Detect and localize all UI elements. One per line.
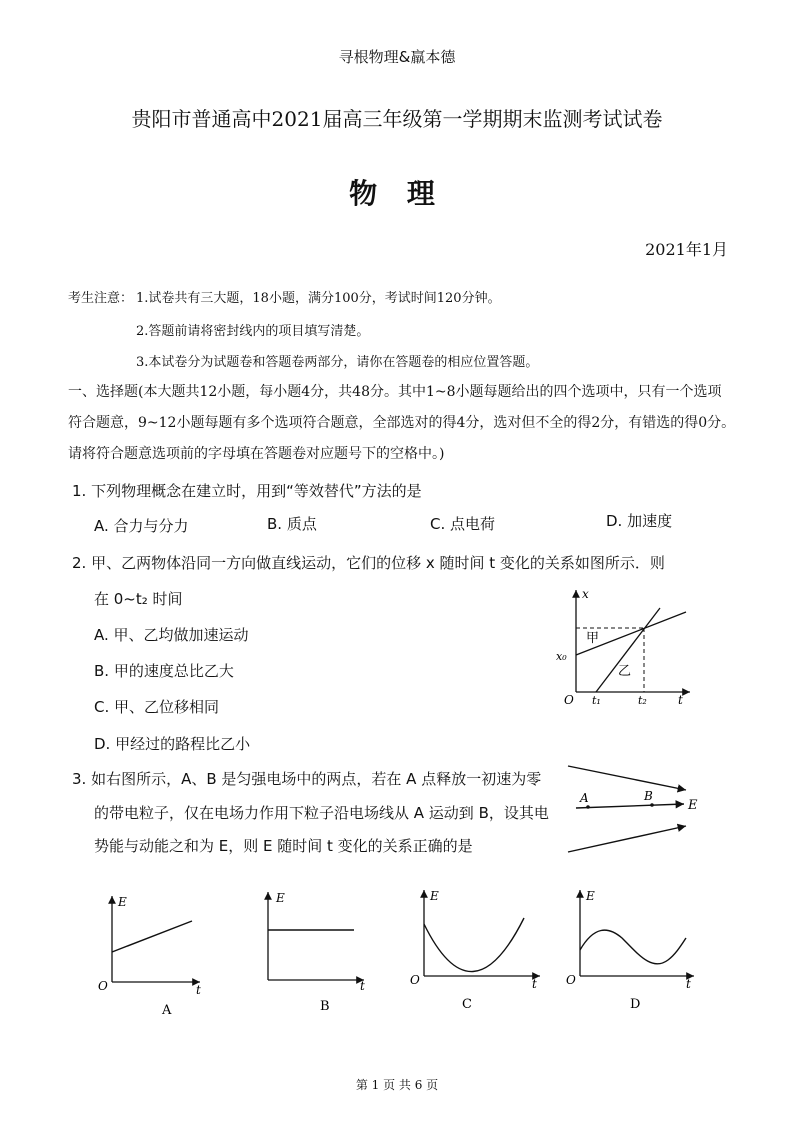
question-2-option-d: D. 甲经过的路程比乙小 [94, 735, 251, 753]
curve-u-shaped [424, 918, 524, 972]
t-axis-label: t [360, 979, 365, 993]
page-footer: 第 1 页 共 6 页 [355, 1078, 439, 1092]
question-2-xt-graph [552, 580, 702, 710]
field-label: E [688, 798, 698, 813]
exam-title: 贵阳市普通高中2021届高三年级第一学期期末监测考试试卷 [131, 107, 663, 131]
x0-label: x₀ [556, 650, 567, 663]
section-intro-line: 一、选择题(本大题共12小题，每小题4分，共48分。其中1~8小题每题给出的四个选项中，只有一个选项 [68, 384, 722, 400]
e-axis-label: E [118, 895, 127, 909]
point-a-label: A [580, 791, 589, 805]
t1-label: t₁ [592, 694, 601, 707]
question-1-option-c: C. 点电荷 [430, 515, 496, 533]
question-3-line: 3. 如右图所示，A、B 是匀强电场中的两点，若在 A 点释放一初速为零 [72, 770, 542, 788]
notes-label: 考生注意： [68, 291, 134, 306]
t2-label: t₂ [638, 694, 647, 707]
field-line-bottom [568, 826, 686, 852]
note-item: 3.本试卷分为试题卷和答题卷两部分，请你在答题卷的相应位置答题。 [136, 355, 539, 370]
question-1-stem: 1. 下列物理概念在建立时，用到“等效替代”方法的是 [72, 482, 422, 500]
origin-label: O [564, 693, 574, 707]
question-1-option-a: A. 合力与分力 [94, 517, 189, 535]
graph-option-label: C [462, 997, 472, 1012]
graph-option-label: B [320, 999, 330, 1014]
question-3-line: 势能与动能之和为 E，则 E 随时间 t 变化的关系正确的是 [94, 837, 473, 855]
yi-label: 乙 [618, 664, 632, 679]
question-2-option-c: C. 甲、乙位移相同 [94, 698, 220, 716]
t-axis-label: t [678, 693, 683, 707]
question-3-field-diagram [560, 760, 710, 860]
field-line-top [568, 766, 686, 790]
q3-graph-d [560, 882, 700, 1012]
question-2-option-a: A. 甲、乙均做加速运动 [94, 626, 249, 644]
q3-graph-b [250, 884, 370, 1014]
subject-title: 物 理 [349, 177, 445, 210]
e-axis-label: E [586, 889, 595, 903]
section-intro-line: 请将符合题意选项前的字母填在答题卷对应题号下的空格中。) [68, 446, 445, 462]
jia-label: 甲 [586, 631, 600, 646]
point-b-label: B [644, 789, 653, 803]
q3-graph-a [90, 888, 210, 1018]
line-yi [596, 608, 660, 692]
question-2-stem-continued: 在 0~t₂ 时间 [94, 590, 183, 608]
t-axis-label: t [532, 977, 537, 991]
e-axis-label: E [430, 889, 439, 903]
note-item: 1.试卷共有三大题，18小题，满分100分，考试时间120分钟。 [136, 291, 501, 306]
field-line-middle [576, 804, 684, 808]
note-item: 2.答题前请将密封线内的项目填写清楚。 [136, 324, 370, 339]
curve-wave [580, 930, 686, 964]
exam-date: 2021年1月 [645, 240, 728, 259]
origin-label: O [98, 979, 108, 993]
question-1-option-b: B. 质点 [267, 515, 317, 533]
t-axis-label: t [686, 977, 691, 991]
q3-graph-c [404, 882, 544, 1012]
t-axis-label: t [196, 983, 201, 997]
origin-label: O [410, 973, 420, 987]
question-2-stem: 2. 甲、乙两物体沿同一方向做直线运动，它们的位移 x 随时间 t 变化的关系如图所示．则 [72, 554, 665, 572]
graph-option-label: D [630, 997, 641, 1012]
section-intro-line: 符合题意，9~12小题每题有多个选项符合题意，全部选对的得4分，选对但不全的得2分，有错选的得0分。 [68, 415, 736, 431]
origin-label: O [566, 973, 576, 987]
question-1-option-d: D. 加速度 [606, 512, 673, 530]
page-header: 寻根物理&羸本德 [338, 48, 456, 66]
point-b-dot [650, 803, 654, 807]
point-a-dot [586, 805, 590, 809]
x-axis-label: x [582, 587, 589, 601]
e-axis-label: E [276, 891, 285, 905]
question-2-option-b: B. 甲的速度总比乙大 [94, 662, 234, 680]
curve-rising-line [112, 921, 192, 952]
question-3-line: 的带电粒子，仅在电场力作用下粒子沿电场线从 A 运动到 B，设其电 [94, 804, 549, 822]
graph-option-label: A [162, 1003, 172, 1018]
